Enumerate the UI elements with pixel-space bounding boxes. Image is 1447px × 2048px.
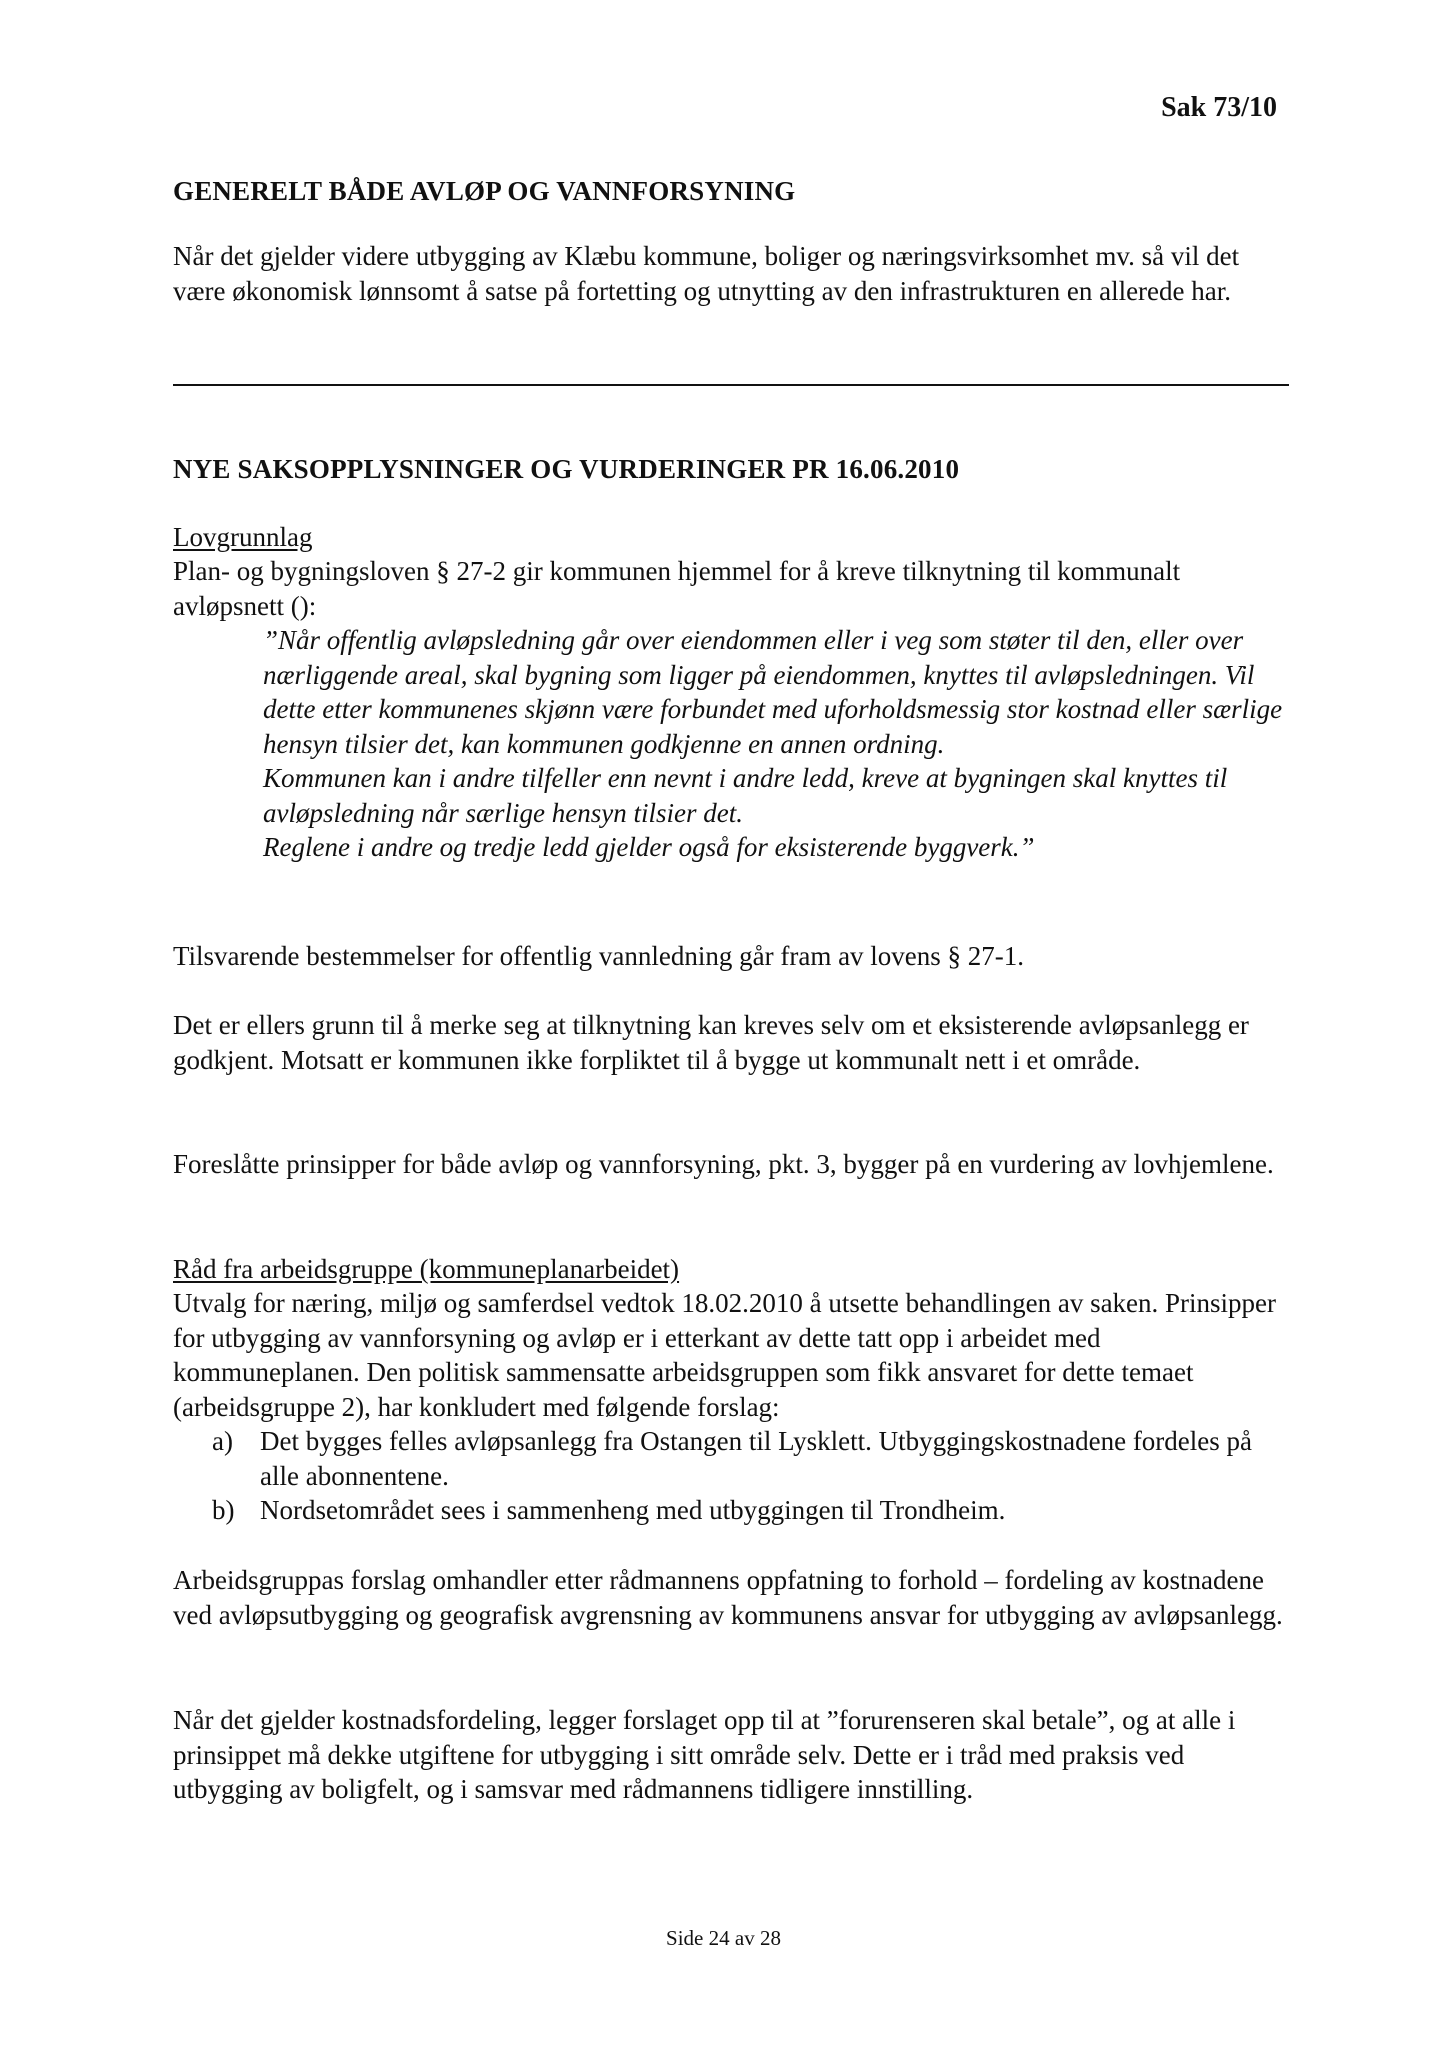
lovgrunnlag-intro: Plan- og bygningsloven § 27-2 gir kommunen hjemmel for å kreve tilknytning til kommunalt avløpsnett (): [173,556,1181,621]
paragraph-tilknytning: Det er ellers grunn til å merke seg at tilknytning kan kreves selv om et eksisterende avløpsanlegg er godkjent. Motsatt er kommunen ikke forpliktet til å bygge ut kommunalt nett i et område. [173,1010,1249,1075]
law-quote-paragraph-1: ”Når offentlig avløpsledning går over eiendommen eller i veg som støter til den, eller over nærliggende areal, skal bygning som ligger på eiendommen, knyttes til avløpsledningen. Vil dette etter kommunenes skjønn være forbundet med uforholdsmessig stor kostnad eller særlige hensyn tilsier det, kan kommunen godkjenne en annen ordning. [263,625,1283,759]
list-item [212,1424,1282,1493]
section-heading-general: GENERELT BÅDE AVLØP OG VANNFORSYNING [173,176,796,206]
subheading-arbeidsgruppe: Råd fra arbeidsgruppe (kommuneplanarbeidet) [173,1254,680,1284]
paragraph-vannledning: Tilsvarende bestemmelser for offentlig vannledning går fram av lovens § 27-1. [173,941,1025,971]
law-quote-paragraph-2: Kommunen kan i andre tilfeller enn nevnt i andre ledd, kreve at bygningen skal knyttes til avløpsledning når særlige hensyn tilsier det. [263,763,1228,828]
list-item [212,1493,1282,1528]
section-heading-new-info: NYE SAKSOPPLYSNINGER OG VURDERINGER PR 16.06.2010 [173,454,960,484]
page-number: Side 24 av 28 [666,1926,781,1950]
law-quote [263,623,1283,865]
paragraph-forslag: Arbeidsgruppas forslag omhandler etter rådmannens oppfatning to forhold – fordeling av kostnadene ved avløpsutbygging og geografisk avgrensning av kommunens ansvar for utbygging av avløpsanlegg. [173,1565,1283,1630]
general-paragraph: Når det gjelder videre utbygging av Klæbu kommune, boliger og næringsvirksomhet mv. så vil det være økonomisk lønnsomt å satse på fortetting og utnytting av den infrastrukturen en allerede har. [173,241,1240,306]
paragraph-kostnadsfordeling: Når det gjelder kostnadsfordeling, legger forslaget opp til at ”forurenseren skal betale”, og at alle i prinsippet må dekke utgiftene for utbygging i sitt område selv. Dette er i tråd med praksis ved utbygging av boligfelt, og i samsvar med rådmannens tidligere innstilling. [173,1705,1236,1804]
proposal-list [212,1424,1282,1528]
list-item-text: Det bygges felles avløpsanlegg fra Ostangen til Lysklett. Utbyggingskostnadene fordeles på alle abonnentene. [260,1426,1253,1491]
list-marker: b) [212,1495,235,1525]
arbeidsgruppe-intro: Utvalg for næring, miljø og samferdsel vedtok 18.02.2010 å utsette behandlingen av saken. Prinsipper for utbygging av vannforsyning og avløp er i etterkant av dette tatt opp i arbeidet med kommuneplanen. Den politisk sammensatte arbeidsgruppen som fikk ansvaret for dette temaet (arbeidsgruppe 2), har konkludert med følgende forslag: [173,1288,1277,1422]
horizontal-divider [173,384,1289,386]
list-marker: a) [212,1426,233,1456]
subheading-lovgrunnlag: Lovgrunnlag [173,522,313,552]
case-number: Sak 73/10 [1161,92,1277,123]
law-quote-paragraph-3: Reglene i andre og tredje ledd gjelder også for eksisterende byggverk.” [263,832,1035,862]
list-item-text: Nordsetområdet sees i sammenheng med utbyggingen til Trondheim. [260,1495,1006,1525]
paragraph-prinsipper: Foreslåtte prinsipper for både avløp og vannforsyning, pkt. 3, bygger på en vurdering av lovhjemlene. [173,1149,1274,1179]
